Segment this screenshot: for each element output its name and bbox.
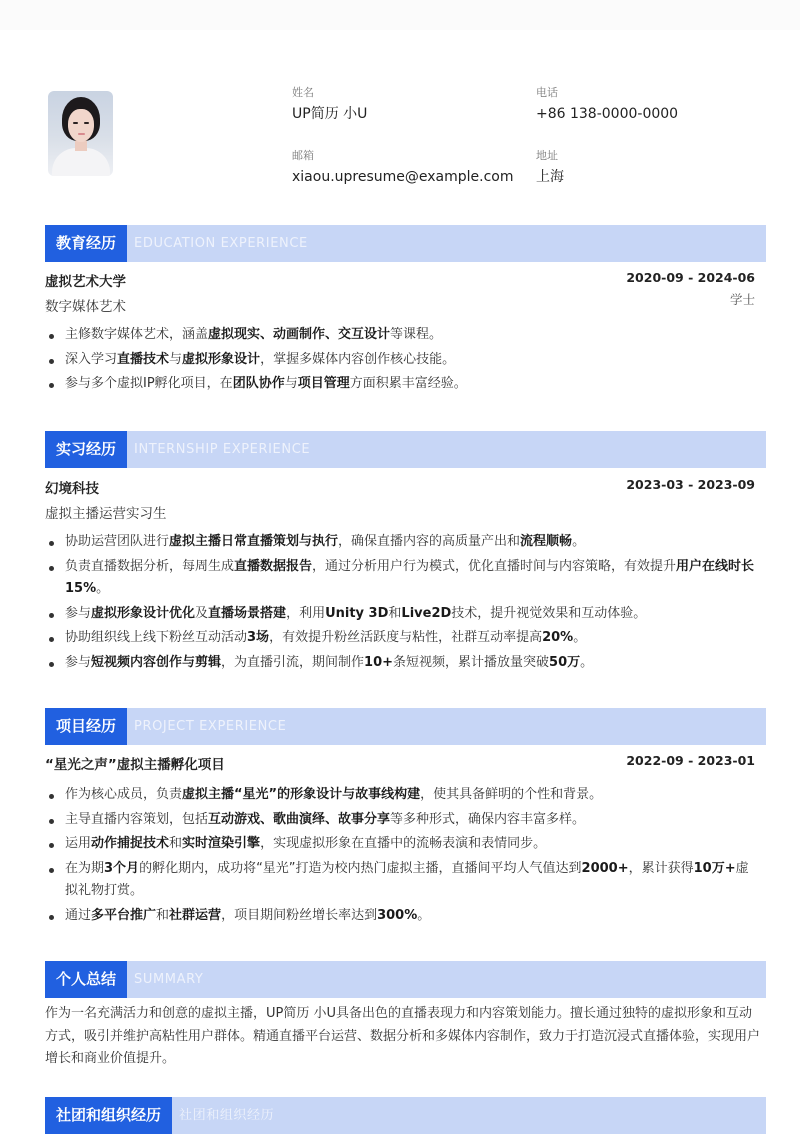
section-title-en: SUMMARY [134,972,204,987]
school-name: 虚拟艺术大学 [45,274,126,290]
page-top-margin [0,0,800,30]
bullet-item: 参与虚拟形象设计优化及直播场景搭建，利用Unity 3D和Live2D技术，提升视觉效果和互动体验。 [45,603,760,626]
project-bullets [45,784,760,929]
degree: 学士 [729,292,755,307]
info-name-value: UP简历 小U [292,106,368,122]
section-title-cn: 项目经历 [45,708,127,745]
section-title-cn: 社团和组织经历 [45,1097,172,1134]
section-header-clubs [45,1097,766,1134]
bullet-item: 主导直播内容策划，包括互动游戏、歌曲演绎、故事分享等多种形式，确保内容丰富多样。 [45,809,760,832]
project-title-row [45,753,755,773]
info-phone [536,86,678,124]
internship-title-row [45,477,755,497]
info-email [292,149,514,187]
bullet-item: 深入学习直播技术与虚拟形象设计，掌握多媒体内容创作核心技能。 [45,349,760,372]
bullet-item: 在为期3个月的孵化期内，成功将“星光”打造为校内热门虚拟主播，直播间平均人气值达到2000+，累计获得10万+虚拟礼物打赏。 [45,858,760,903]
info-email-value: xiaou.upresume@example.com [292,169,514,185]
bullet-item: 通过多平台推广和社群运营，项目期间粉丝增长率达到300%。 [45,905,760,928]
bullet-item: 主修数字媒体艺术，涵盖虚拟现实、动画制作、交互设计等课程。 [45,324,760,347]
section-title-en: 社团和组织经历 [179,1108,275,1123]
info-address-value: 上海 [536,169,564,185]
info-phone-label: 电话 [536,86,558,99]
info-name [292,86,367,124]
info-phone-value: +86 138-0000-0000 [536,106,679,122]
internship-sub-row [45,502,755,522]
section-title-en: INTERNSHIP EXPERIENCE [134,442,311,457]
summary-text: 作为一名充满活力和创意的虚拟主播，UP简历 小U具备出色的直播表现力和内容策划能力。擅长通过独特的虚拟形象和互动方式，吸引并维护高粘性用户群体。精通直播平台运营、数据分析和多媒体内容制作，致力于打造沉浸式直播体验，实现用户增长和商业价值提升。 [45,1006,761,1066]
bullet-item: 参与多个虚拟IP孵化项目，在团队协作与项目管理方面积累丰富经验。 [45,373,760,396]
section-title-en: PROJECT EXPERIENCE [134,719,287,734]
info-email-label: 邮箱 [292,149,314,162]
info-address [536,149,564,187]
major: 数字媒体艺术 [45,299,126,315]
bullet-item: 协助运营团队进行虚拟主播日常直播策划与执行，确保直播内容的高质量产出和流程顺畅。 [45,531,760,554]
company-name: 幻境科技 [45,481,99,497]
internship-bullets [45,531,760,676]
bullet-item: 运用动作捕捉技术和实时渲染引擎，实现虚拟形象在直播中的流畅表演和表情同步。 [45,833,760,856]
education-date: 2020-09 - 2024-06 [626,270,755,285]
info-address-label: 地址 [536,149,558,162]
section-title-cn: 实习经历 [45,431,127,468]
role: 虚拟主播运营实习生 [45,506,167,522]
education-sub-row [45,292,755,315]
project-name: “星光之声”虚拟主播孵化项目 [45,757,225,773]
info-name-label: 姓名 [292,86,314,99]
profile-photo [48,91,113,176]
internship-date: 2023-03 - 2023-09 [626,477,755,492]
section-header-education [45,225,766,262]
section-header-internship [45,431,766,468]
section-title-en: EDUCATION EXPERIENCE [134,236,308,251]
section-header-project [45,708,766,745]
section-title-cn: 个人总结 [45,961,127,998]
project-date: 2022-09 - 2023-01 [626,753,755,768]
education-bullets [45,324,760,398]
bullet-item: 参与短视频内容创作与剪辑，为直播引流，期间制作10+条短视频，累计播放量突破50万。 [45,652,760,675]
bullet-item: 作为核心成员，负责虚拟主播“星光”的形象设计与故事线构建，使其具备鲜明的个性和背景。 [45,784,760,807]
section-header-summary [45,961,766,998]
bullet-item: 负责直播数据分析，每周生成直播数据报告，通过分析用户行为模式，优化直播时间与内容策略，有效提升用户在线时长15%。 [45,556,760,601]
section-title-cn: 教育经历 [45,225,127,262]
education-title-row [45,270,755,290]
bullet-item: 协助组织线上线下粉丝互动活动3场，有效提升粉丝活跃度与粘性，社群互动率提高20%。 [45,627,760,650]
